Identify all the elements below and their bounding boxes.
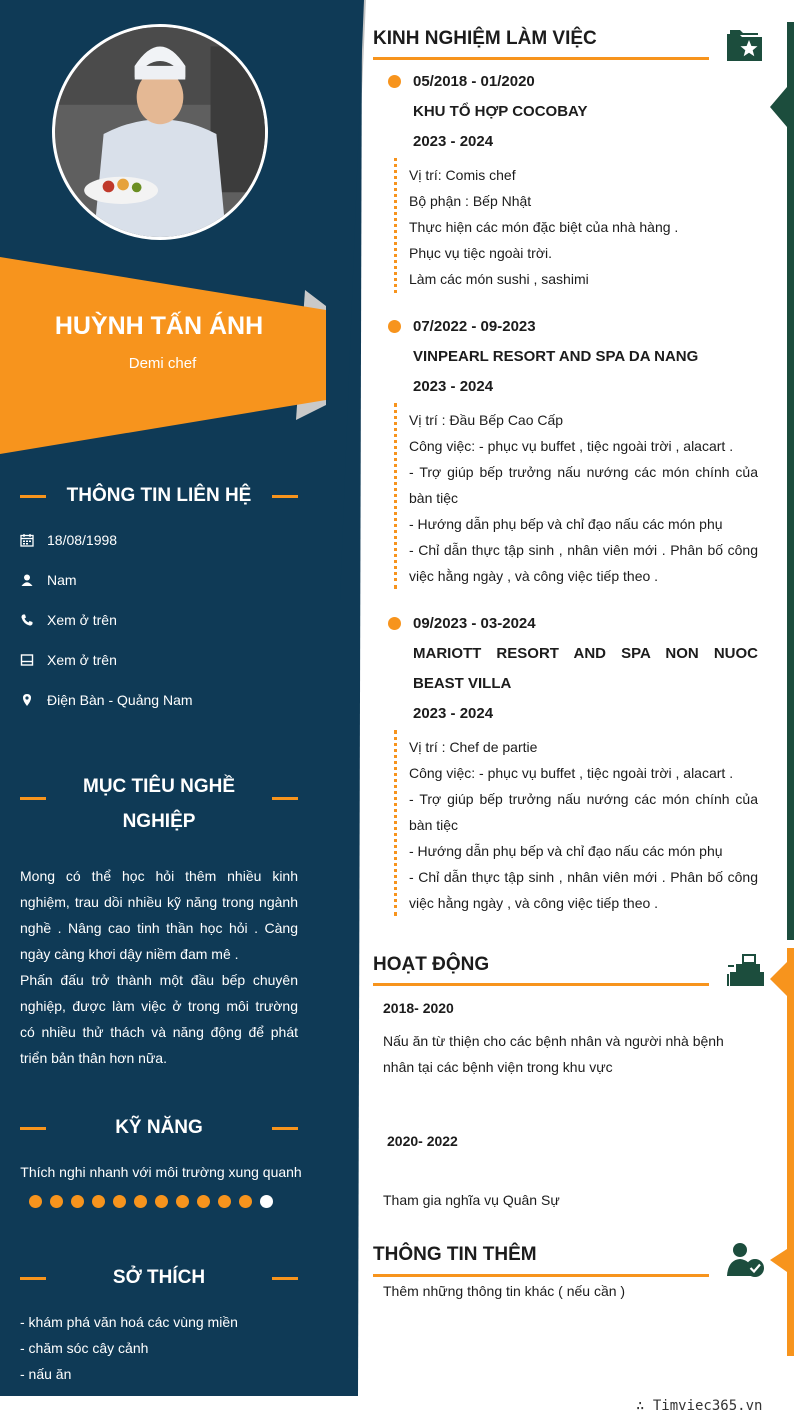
job-detail: - Trợ giúp bếp trưởng nấu nướng các món chính của bàn tiệc [409, 791, 758, 833]
folder-star-icon [724, 26, 766, 66]
contact-phone [20, 610, 300, 630]
contact-value: Điện Bàn - Quảng Nam [47, 692, 193, 708]
job-detail: - Trợ giúp bếp trưởng nấu nướng các món chính của bàn tiệc [409, 464, 758, 506]
activity-year: 2020- 2022 [387, 1133, 458, 1149]
email-icon [20, 653, 34, 667]
contact-title: THÔNG TIN LIÊN HỆ [66, 485, 252, 506]
divider [272, 1277, 298, 1280]
section-underline [373, 57, 709, 60]
objective-paragraph: Phấn đấu trở thành một đầu bếp chuyên nghiệp, được làm việc ở trong môi trường có nhiều thử thách và năng động để phát triển bản thân hơn nữa. [20, 972, 298, 1066]
calendar-icon [20, 533, 34, 547]
job-details [409, 407, 758, 589]
skills-title: KỸ NĂNG [115, 1117, 203, 1138]
contact-email [20, 650, 300, 670]
contact-value: Xem ở trên [47, 612, 117, 628]
objective-text [20, 863, 298, 1071]
activities-title: HOẠT ĐỘNG [373, 954, 490, 975]
job-detail: - Chỉ dẫn thực tập sinh , nhân viên mới . Phân bố công việc hằng ngày , và công việc tiếp theo . [409, 542, 758, 584]
rating-dot [92, 1195, 105, 1208]
job-detail: - Chỉ dẫn thực tập sinh , nhân viên mới . Phân bố công việc hằng ngày , và công việc tiếp theo . [409, 869, 758, 911]
profile-role: Demi chef [128, 355, 197, 372]
profile-photo [52, 24, 268, 240]
job-details [409, 734, 758, 916]
hobby-item: - nấu ăn [20, 1366, 72, 1382]
rating-dot [50, 1195, 63, 1208]
job-company: MARIOTT RESORT AND SPA NON NUOC BEAST VILLA [413, 645, 758, 692]
job-details [409, 162, 758, 292]
objective-title-line: NGHIỆP [122, 811, 196, 832]
job-detail: Bộ phận : Bếp Nhật [409, 193, 532, 209]
divider [272, 1127, 298, 1130]
activity-year: 2018- 2020 [383, 1000, 454, 1016]
rating-dot [71, 1195, 84, 1208]
section-underline [373, 1274, 709, 1277]
hobbies-title: SỞ THÍCH [112, 1267, 206, 1288]
skill-rating [29, 1195, 273, 1208]
contact-birthday [20, 530, 300, 550]
job-period: 07/2022 - 09-2023 [413, 318, 536, 335]
job-detail: - Hướng dẫn phụ bếp và chỉ đạo nấu các món phụ [409, 843, 723, 859]
job-company: KHU TỔ HỢP COCOBAY [413, 103, 588, 120]
objective-title-line: MỤC TIÊU NGHỀ [83, 776, 235, 797]
activity-desc: Tham gia nghĩa vụ Quân Sự [383, 1192, 560, 1208]
rating-dot [113, 1195, 126, 1208]
timeline-line [394, 730, 397, 916]
experience-title: KINH NGHIỆM LÀM VIỆC [373, 28, 597, 49]
activity-desc: Nấu ăn từ thiện cho các bệnh nhân và người nhà bệnh nhân tại các bệnh viện trong khu vực [383, 1033, 724, 1075]
job-detail: Vị trí : Chef de partie [409, 739, 538, 755]
timeline-bullet [388, 75, 401, 88]
job-period: 09/2023 - 03-2024 [413, 615, 536, 632]
job-detail: - Hướng dẫn phụ bếp và chỉ đạo nấu các món phụ [409, 516, 723, 532]
rating-dot [176, 1195, 189, 1208]
contact-value: 18/08/1998 [47, 532, 118, 548]
job-position: 2023 - 2024 [413, 705, 494, 722]
hobbies-list [20, 1309, 238, 1387]
rating-dot [155, 1195, 168, 1208]
timeline-line [394, 403, 397, 589]
rating-dot [134, 1195, 147, 1208]
divider [272, 797, 298, 800]
extra-text: Thêm những thông tin khác ( nếu cần ) [383, 1283, 626, 1299]
job-detail: Vị trí: Comis chef [409, 167, 516, 183]
user-icon [20, 573, 34, 587]
job-detail: Công việc: - phục vụ buffet , tiệc ngoài trời , alacart . [409, 765, 734, 781]
hobby-item: - chăm sóc cây cảnh [20, 1340, 149, 1356]
contact-address [20, 690, 300, 710]
job-detail: Vị trí : Đầu Bếp Cao Cấp [409, 412, 564, 428]
extra-title: THÔNG TIN THÊM [373, 1244, 537, 1265]
phone-icon [20, 613, 34, 627]
job-detail: Công việc: - phục vụ buffet , tiệc ngoài trời , alacart . [409, 438, 734, 454]
contact-value: Xem ở trên [47, 652, 117, 668]
location-icon [20, 693, 34, 707]
job-detail: Làm các món sushi , sashimi [409, 271, 589, 287]
rating-dot [197, 1195, 210, 1208]
objective-paragraph: Mong có thể học hỏi thêm nhiều kinh nghiệm, trau dồi nhiều kỹ năng trong ngành nghề . Nâng cao tinh thần học hỏi . Càng ngày càng khơi dậy niềm đam mê . [20, 868, 298, 962]
job-position: 2023 - 2024 [413, 133, 494, 150]
timeline-line [394, 158, 397, 293]
contact-gender [20, 570, 300, 590]
podium-icon [724, 950, 766, 990]
contact-value: Nam [47, 572, 77, 588]
divider [272, 495, 298, 498]
job-detail: Thực hiện các món đặc biệt của nhà hàng . [409, 219, 679, 235]
rating-dot [260, 1195, 273, 1208]
user-check-icon [724, 1240, 766, 1280]
job-position: 2023 - 2024 [413, 378, 494, 395]
timeline-bullet [388, 320, 401, 333]
rating-dot [218, 1195, 231, 1208]
job-detail: Phục vụ tiệc ngoài trời. [409, 245, 553, 261]
job-company: VINPEARL RESORT AND SPA DA NANG [413, 348, 699, 365]
watermark: ∴ Timviec365.vn [636, 1398, 763, 1414]
section-underline [373, 983, 709, 986]
rating-dot [239, 1195, 252, 1208]
profile-name: HUỲNH TẤN ÁNH [54, 312, 264, 340]
rating-dot [29, 1195, 42, 1208]
timeline-bullet [388, 617, 401, 630]
objective-title [20, 769, 298, 839]
job-period: 05/2018 - 01/2020 [413, 73, 535, 90]
hobby-item: - khám phá văn hoá các vùng miền [20, 1314, 238, 1330]
skill-name: Thích nghi nhanh với môi trường xung quanh [20, 1164, 302, 1180]
